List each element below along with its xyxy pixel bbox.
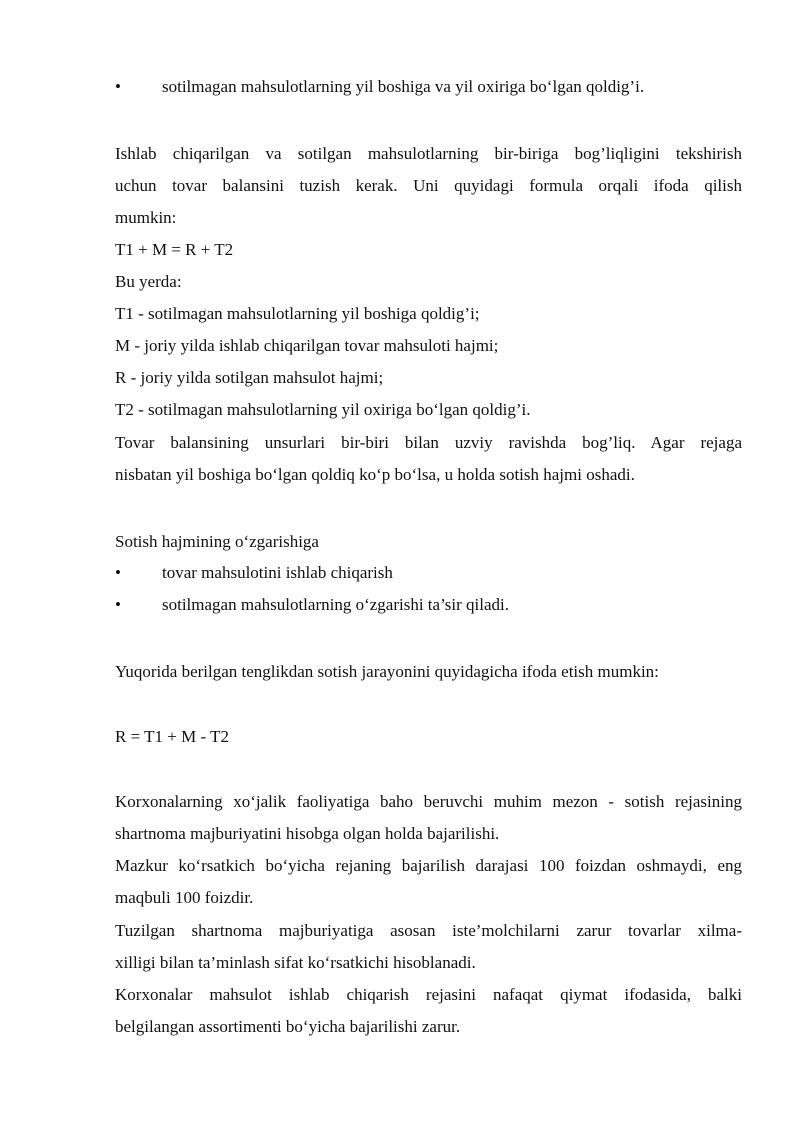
definition-r: R - joriy yilda sotilgan mahsulot hajmi; [115,368,384,387]
para4-line1: Korxonalarning xo‘jalik faoliyatiga baho beruvchi muhim mezon - sotish rejasining [115,792,742,811]
definition-t2: T2 - sotilmagan mahsulotlarning yil oxiriga bo‘lgan qoldig’i. [115,400,531,419]
formula-sales: R = T1 + M - T2 [115,727,229,746]
para7-line2: belgilangan assortimenti bo‘yicha bajarilishi zarur. [115,1017,461,1036]
para1-line3: mumkin: [115,208,177,227]
para2-line2: nisbatan yil boshiga bo‘lgan qoldiq ko‘p bo‘lsa, u holda sotish hajmi oshadi. [115,465,635,484]
bullet-marker: • [115,77,121,96]
change-bullet-1: tovar mahsulotini ishlab chiqarish [162,563,393,582]
top-bullet-text: sotilmagan mahsulotlarning yil boshiga va yil oxiriga bo‘lgan qoldig’i. [162,77,645,96]
bullet-marker: • [115,563,121,582]
para7-line1: Korxonalar mahsulot ishlab chiqarish rejasini nafaqat qiymat ifodasida, balki [115,985,742,1004]
para4-line2: shartnoma majburiyatini hisobga olgan holda bajarilishi. [115,824,500,843]
para3: Yuqorida berilgan tenglikdan sotish jarayonini quyidagicha ifoda etish mumkin: [115,662,659,681]
para1-line2: uchun tovar balansini tuzish kerak. Uni quyidagi formula orqali ifoda qilish [115,176,742,195]
para2-line1: Tovar balansining unsurlari bir-biri bilan uzviy ravishda bog’liq. Agar rejaga [115,433,742,452]
para6-line1: Tuzilgan shartnoma majburiyatiga asosan iste’molchilarni zarur tovarlar xilma- [115,921,742,940]
para5-line2: maqbuli 100 foizdir. [115,888,254,907]
change-heading: Sotish hajmining o‘zgarishiga [115,532,319,551]
para5-line1: Mazkur ko‘rsatkich bo‘yicha rejaning bajarilish darajasi 100 foizdan oshmaydi, eng [115,856,742,875]
where-label: Bu yerda: [115,272,182,291]
bullet-marker: • [115,595,121,614]
formula-balance: T1 + M = R + T2 [115,240,234,259]
para1-line1: Ishlab chiqarilgan va sotilgan mahsulotlarning bir-biriga bog’liqligini tekshirish [115,144,742,163]
para6-line2: xilligi bilan ta’minlash sifat ko‘rsatkichi hisoblanadi. [115,953,476,972]
definition-t1: T1 - sotilmagan mahsulotlarning yil boshiga qoldig’i; [115,304,480,323]
change-bullet-2: sotilmagan mahsulotlarning o‘zgarishi ta’sir qiladi. [162,595,510,614]
definition-m: M - joriy yilda ishlab chiqarilgan tovar mahsuloti hajmi; [115,336,499,355]
